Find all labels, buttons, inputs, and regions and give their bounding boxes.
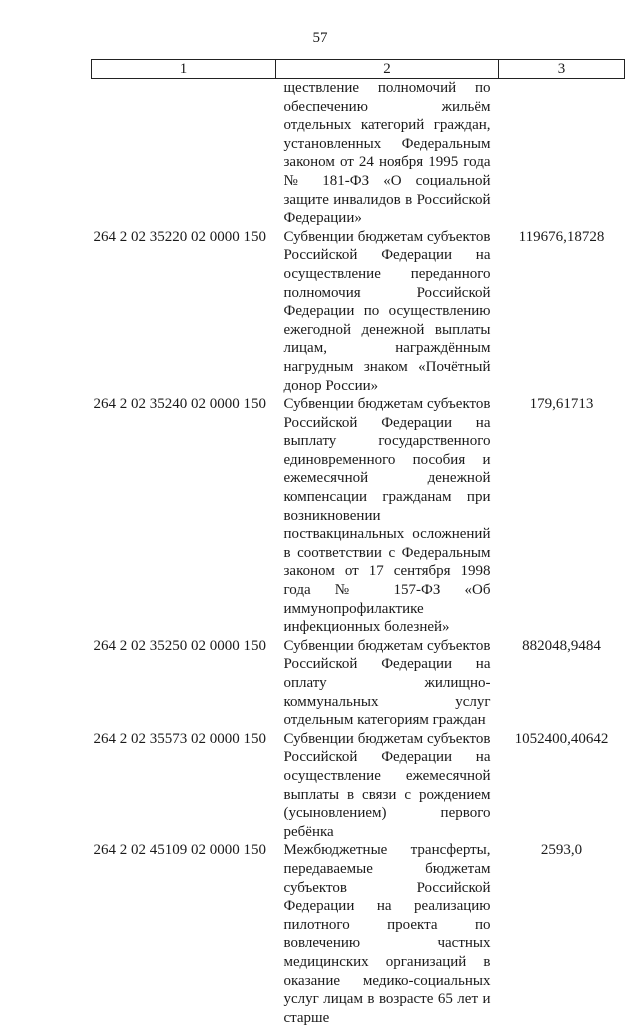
amount-cell: 1052400,40642 <box>499 730 625 842</box>
amount-cell <box>499 79 625 228</box>
table-header-row <box>92 60 625 79</box>
page-number: 57 <box>0 30 640 47</box>
code-cell: 264 2 02 35573 02 0000 150 <box>92 730 276 842</box>
column-header-3: 3 <box>499 60 625 79</box>
table-body <box>92 79 625 1027</box>
description-cell: Субвенции бюджетам субъектов Российской Федерации на оплату жилищно-коммунальных услуг отдельным категориям граждан <box>276 637 499 730</box>
description-cell: Субвенции бюджетам субъектов Российской Федерации на осуществление ежемесячной выплаты в связи с рождением (усыновлением) первого ребёнка <box>276 730 499 842</box>
code-cell <box>92 79 276 228</box>
amount-cell: 2593,0 <box>499 841 625 1027</box>
code-cell: 264 2 02 35240 02 0000 150 <box>92 395 276 637</box>
table-row <box>92 395 625 637</box>
description-cell: Субвенции бюджетам субъектов Российской Федерации на выплату государственного единовременного пособия и ежемесячной денежной компенсации гражданам при возникновении поствакцинальных осложнений в соответствии с Федеральным законом от 17 сентября 1998 года № 157-ФЗ «Об иммунопрофилактике инфекционных болезней» <box>276 395 499 637</box>
table-row <box>92 841 625 1027</box>
description-cell: Межбюджетные трансферты, передаваемые бюджетам субъектов Российской Федерации на реализацию пилотного проекта по вовлечению частных медицинских организаций в оказание медико-социальных услуг лицам в возрасте 65 лет и старше <box>276 841 499 1027</box>
amount-cell: 882048,9484 <box>499 637 625 730</box>
amount-cell: 119676,18728 <box>499 228 625 395</box>
budget-table <box>91 59 625 1027</box>
column-header-1: 1 <box>92 60 276 79</box>
code-cell: 264 2 02 35250 02 0000 150 <box>92 637 276 730</box>
description-cell: Субвенции бюджетам субъектов Российской Федерации на осуществление переданного полномочия Российской Федерации по осуществлению ежегодной денежной выплаты лицам, награждённым нагрудным знаком «Почётный донор России» <box>276 228 499 395</box>
table-header <box>92 60 625 79</box>
table-row-continuation <box>92 79 625 228</box>
table-row <box>92 637 625 730</box>
code-cell: 264 2 02 35220 02 0000 150 <box>92 228 276 395</box>
table-row <box>92 228 625 395</box>
column-header-2: 2 <box>276 60 499 79</box>
amount-cell: 179,61713 <box>499 395 625 637</box>
description-cell: ществление полномочий по обеспечению жильём отдельных категорий граждан, установленных Федеральным законом от 24 ноября 1995 года № 181-ФЗ «О социальной защите инвалидов в Российской Федерации» <box>276 79 499 228</box>
code-cell: 264 2 02 45109 02 0000 150 <box>92 841 276 1027</box>
table-row <box>92 730 625 842</box>
